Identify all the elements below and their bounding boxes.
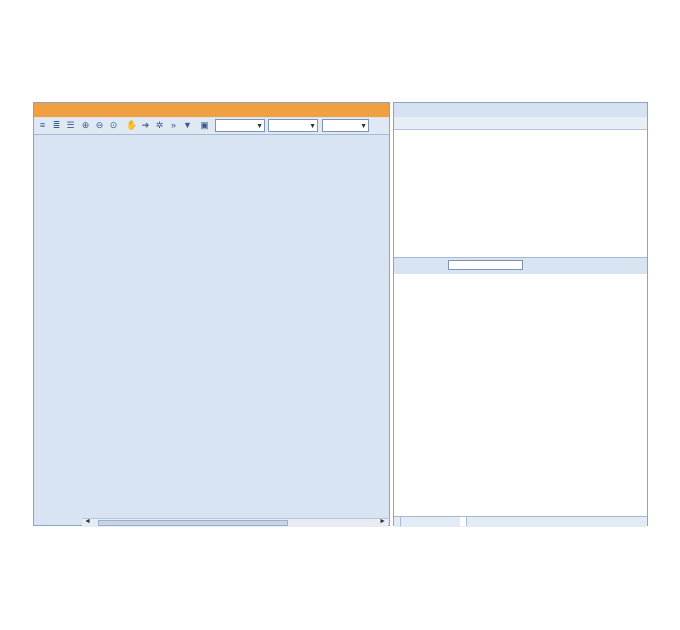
traces-grid[interactable] (82, 136, 388, 518)
scroll-thumb[interactable] (98, 520, 288, 526)
zoom-out-icon[interactable]: ⊖ (95, 120, 104, 130)
sensitivity-select[interactable]: ▼ (215, 119, 265, 132)
scroll-right-icon[interactable]: ► (379, 518, 386, 525)
horizontal-scrollbar[interactable] (82, 518, 388, 527)
signal-icon[interactable]: ≡ (39, 120, 46, 130)
main-data-panel (393, 102, 648, 526)
arrow-right-icon[interactable]: ➔ (141, 120, 150, 130)
distance-input[interactable] (448, 260, 523, 270)
tab-main-data[interactable] (460, 517, 467, 526)
tab-bar (394, 516, 647, 527)
zoom-reset-icon[interactable]: ⊙ (109, 120, 118, 130)
hand-icon[interactable]: ✋ (126, 120, 138, 130)
signal-filter-icon[interactable]: ≣ (52, 120, 61, 130)
f-sensitivity-select[interactable]: ▼ (268, 119, 318, 132)
tab-calculated-parameters[interactable] (394, 517, 401, 526)
histograms (394, 275, 647, 516)
settings-icon[interactable]: ▣ (200, 120, 209, 130)
sweep-select[interactable]: ▼ (322, 119, 369, 132)
scroll-left-icon[interactable]: ◄ (84, 518, 91, 525)
panel-title (394, 103, 647, 117)
panel-header-bar (394, 117, 647, 130)
fast-forward-icon[interactable]: » (170, 120, 176, 130)
cycle-icon[interactable]: ✲ (155, 120, 164, 130)
channel-list (36, 136, 81, 516)
download-icon[interactable]: ▼ (183, 120, 192, 130)
panel-title (34, 103, 389, 117)
toolbar (34, 118, 389, 135)
signal-compare-icon[interactable]: ☰ (66, 120, 75, 130)
emg-traces-panel (33, 102, 390, 526)
zoom-in-icon[interactable]: ⊕ (81, 120, 90, 130)
